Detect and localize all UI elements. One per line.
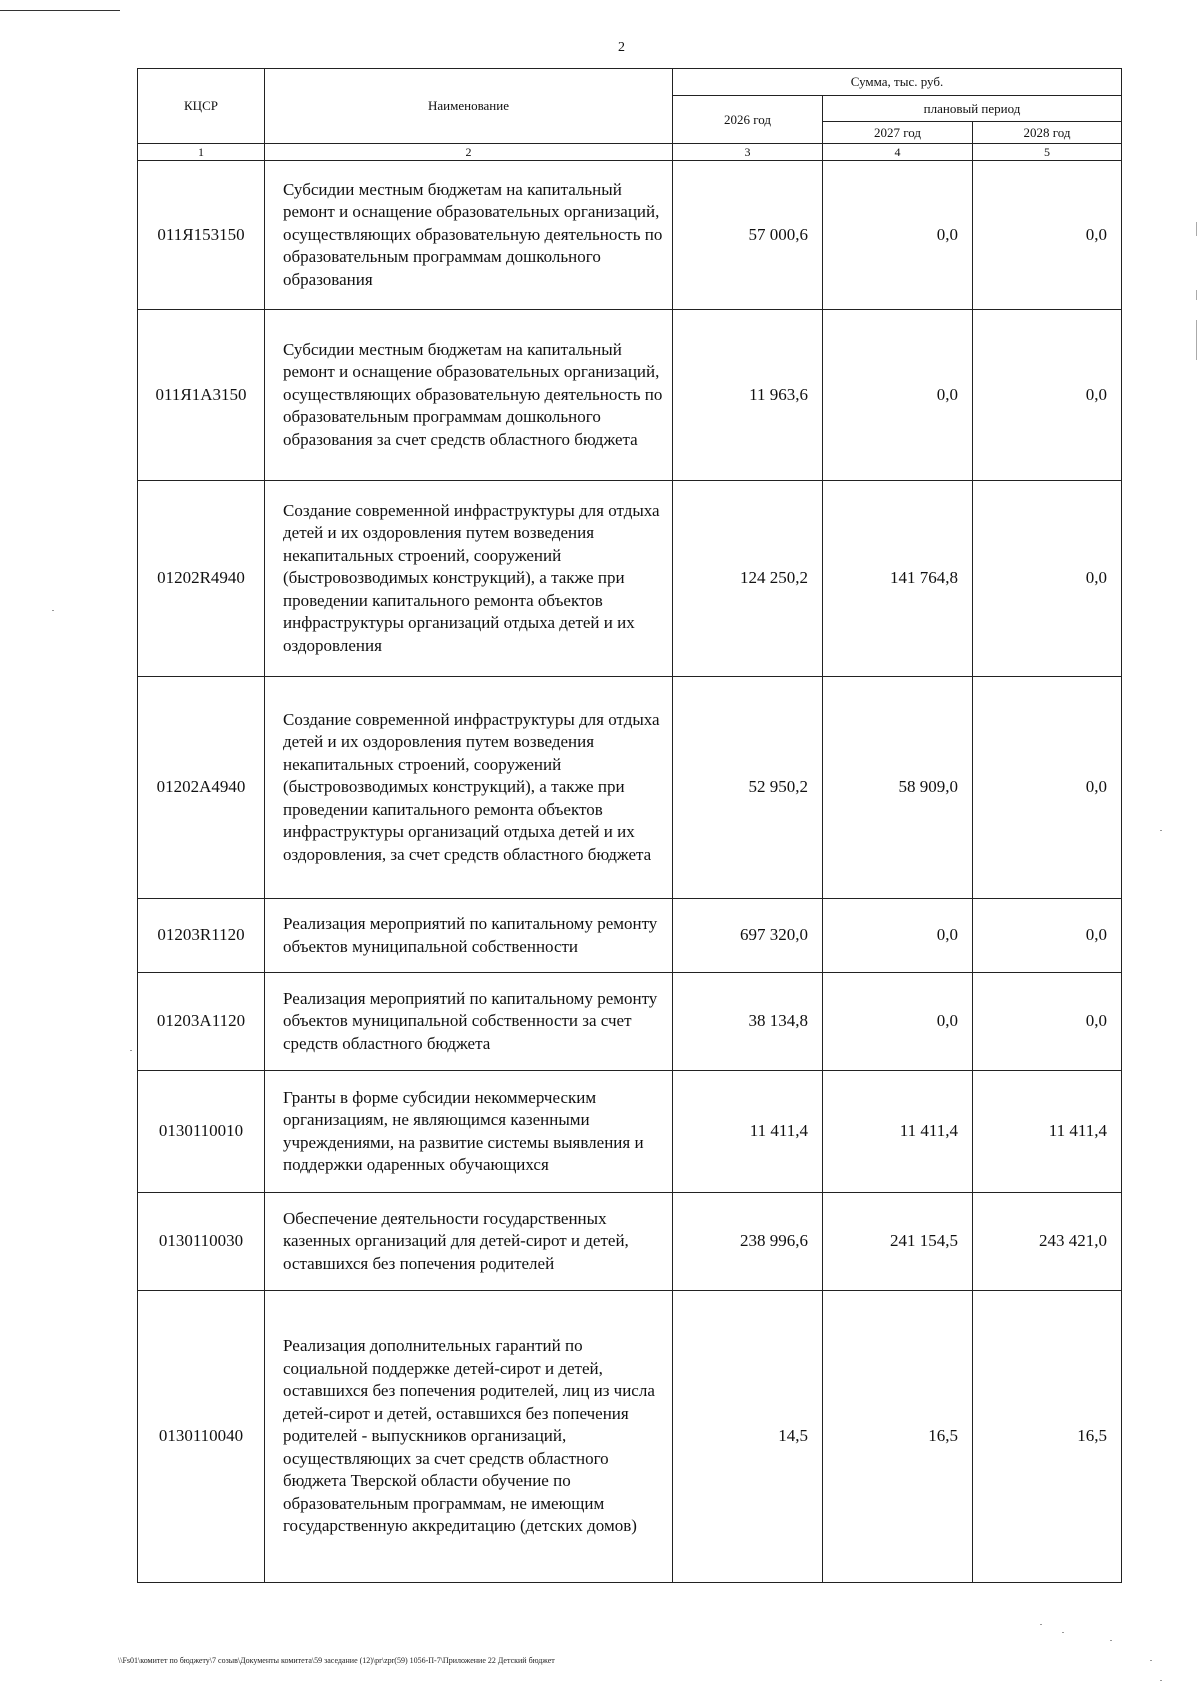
row-value-2028: 11 411,4 <box>973 1071 1122 1193</box>
scan-speck <box>130 1050 132 1051</box>
row-value-2027: 141 764,8 <box>823 481 973 677</box>
row-value-2028: 0,0 <box>973 677 1122 899</box>
row-value-2026: 697 320,0 <box>673 899 823 973</box>
row-value-2028: 243 421,0 <box>973 1193 1122 1291</box>
header-sum: Сумма, тыс. руб. <box>673 69 1122 96</box>
page-number: 2 <box>618 40 625 55</box>
row-value-2028: 0,0 <box>973 161 1122 310</box>
row-value-2027: 0,0 <box>823 161 973 310</box>
scan-speck <box>1062 1632 1064 1633</box>
row-value-2027: 0,0 <box>823 973 973 1071</box>
table-row <box>138 310 1122 481</box>
header-code: КЦСР <box>138 69 265 144</box>
scan-speck <box>1110 1640 1112 1641</box>
row-code: 01203А1120 <box>138 973 265 1071</box>
row-code: 01202R4940 <box>138 481 265 677</box>
row-value-2027: 0,0 <box>823 310 973 481</box>
scan-speck <box>1160 830 1162 831</box>
header-name: Наименование <box>265 69 673 144</box>
column-number: 3 <box>673 144 823 161</box>
row-value-2028: 0,0 <box>973 899 1122 973</box>
row-name: Субсидии местным бюджетам на капитальный ремонт и оснащение образовательных организаций, осуществляющих образовательную деятельность по образовательным программам дошкольного образования за счет средств областного бюджета <box>265 310 673 481</box>
row-code: 0130110030 <box>138 1193 265 1291</box>
row-name: Реализация дополнительных гарантий по социальной поддержке детей-сирот и детей, оставшихся без попечения родителей, лиц из числа детей-сирот и детей, оставшихся без попечения родителей - выпускников организаций, осуществляющих за счет средств областного бюджета Тверской области обучение по образовательным программам, не имеющим государственную аккредитацию (детских домов) <box>265 1291 673 1583</box>
table-row <box>138 899 1122 973</box>
row-code: 0130110010 <box>138 1071 265 1193</box>
row-value-2026: 11 411,4 <box>673 1071 823 1193</box>
row-value-2026: 124 250,2 <box>673 481 823 677</box>
row-value-2028: 0,0 <box>973 481 1122 677</box>
table-row <box>138 481 1122 677</box>
column-number: 5 <box>973 144 1122 161</box>
row-value-2027: 58 909,0 <box>823 677 973 899</box>
row-value-2027: 16,5 <box>823 1291 973 1583</box>
header-year-2028: 2028 год <box>973 122 1122 144</box>
row-name: Субсидии местным бюджетам на капитальный ремонт и оснащение образовательных организаций, осуществляющих образовательную деятельность по образовательным программам дошкольного образования <box>265 161 673 310</box>
row-code: 01203R1120 <box>138 899 265 973</box>
scan-speck <box>1160 1680 1162 1681</box>
table-row <box>138 1193 1122 1291</box>
header-planned-period: плановый период <box>823 96 1122 122</box>
row-value-2026: 38 134,8 <box>673 973 823 1071</box>
budget-table <box>137 68 1122 1583</box>
row-value-2026: 52 950,2 <box>673 677 823 899</box>
row-name: Создание современной инфраструктуры для отдыха детей и их оздоровления путем возведения некапитальных строений, сооружений (быстровозводимых конструкций), а также при проведении капитального ремонта объектов инфраструктуры организаций отдыха детей и их оздоровления, за счет средств областного бюджета <box>265 677 673 899</box>
row-value-2026: 238 996,6 <box>673 1193 823 1291</box>
row-name: Гранты в форме субсидии некоммерческим организациям, не являющимся казенными учреждениями, на развитие системы выявления и поддержки одаренных обучающихся <box>265 1071 673 1193</box>
row-code: 01202А4940 <box>138 677 265 899</box>
row-value-2026: 14,5 <box>673 1291 823 1583</box>
table-row <box>138 677 1122 899</box>
row-code: 011Я1А3150 <box>138 310 265 481</box>
row-name: Реализация мероприятий по капитальному ремонту объектов муниципальной собственности <box>265 899 673 973</box>
column-number: 2 <box>265 144 673 161</box>
row-value-2026: 11 963,6 <box>673 310 823 481</box>
column-number: 1 <box>138 144 265 161</box>
scan-edge-mark <box>1196 320 1197 360</box>
scan-edge-mark <box>1196 222 1197 236</box>
table-row <box>138 161 1122 310</box>
header-year-2027: 2027 год <box>823 122 973 144</box>
top-edge-line <box>0 10 120 11</box>
row-value-2027: 0,0 <box>823 899 973 973</box>
table-row <box>138 1071 1122 1193</box>
file-path-footer: \\Fs01\комитет по бюджету\7 созыв\Документы комитета\59 заседание (12)\pr\zpr(59) 1056-П-7\Приложение 22 Детский бюджет <box>118 1656 555 1665</box>
row-name: Создание современной инфраструктуры для отдыха детей и их оздоровления путем возведения некапитальных строений, сооружений (быстровозводимых конструкций), а также при проведении капитального ремонта объектов инфраструктуры организаций отдыха детей и их оздоровления <box>265 481 673 677</box>
row-value-2028: 0,0 <box>973 310 1122 481</box>
row-code: 011Я153150 <box>138 161 265 310</box>
row-value-2027: 11 411,4 <box>823 1071 973 1193</box>
row-value-2026: 57 000,6 <box>673 161 823 310</box>
table-row <box>138 973 1122 1071</box>
row-value-2028: 16,5 <box>973 1291 1122 1583</box>
scan-edge-mark <box>1196 290 1197 300</box>
table-row <box>138 1291 1122 1583</box>
scan-speck <box>1150 1660 1152 1661</box>
column-number: 4 <box>823 144 973 161</box>
row-name: Реализация мероприятий по капитальному ремонту объектов муниципальной собственности за счет средств областного бюджета <box>265 973 673 1071</box>
header-year-2026: 2026 год <box>673 96 823 144</box>
scan-speck <box>1040 1624 1042 1625</box>
row-name: Обеспечение деятельности государственных казенных организаций для детей-сирот и детей, оставшихся без попечения родителей <box>265 1193 673 1291</box>
row-value-2027: 241 154,5 <box>823 1193 973 1291</box>
row-code: 0130110040 <box>138 1291 265 1583</box>
scan-speck <box>52 610 54 611</box>
row-value-2028: 0,0 <box>973 973 1122 1071</box>
